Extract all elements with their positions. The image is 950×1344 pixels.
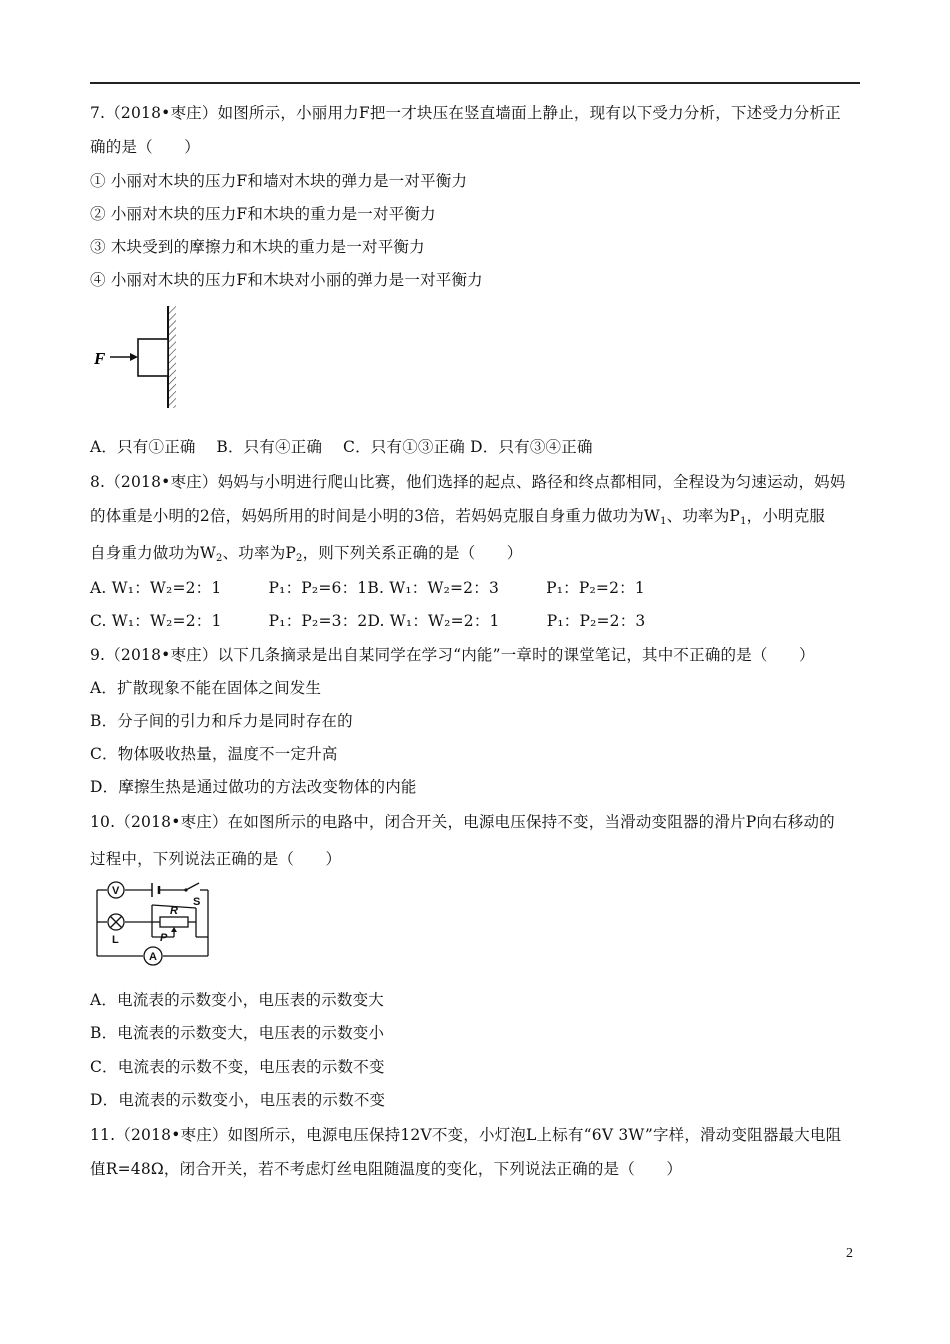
resistor-body — [160, 917, 188, 927]
q8-l2-text-c: ，小明克服 — [746, 507, 826, 525]
q7-statement-2: ② 小丽对木块的压力F和木块的重力是一对平衡力 — [90, 205, 436, 223]
q8-stem-line3 — [90, 543, 522, 563]
q7-stem-line2: 确的是（ ） — [90, 138, 200, 156]
q8-option-a: A. W₁：W₂=2：1 P₁：P₂=6：1 — [90, 579, 368, 597]
q8-l2-sub-1: 1 — [660, 516, 667, 527]
q8-l3-sub-2: 2 — [296, 553, 303, 564]
q8-options-ab — [90, 578, 645, 598]
q7-statement-3: ③ 木块受到的摩擦力和木块的重力是一对平衡力 — [90, 238, 425, 256]
lamp-label: L — [112, 934, 119, 946]
q9-option-c: C．物体吸收热量，温度不一定升高 — [90, 745, 338, 763]
q8-option-c: C. W₁：W₂=2：1 P₁：P₂=3：2 — [90, 612, 368, 630]
force-arrow-head — [130, 353, 138, 361]
q8-stem-line2 — [90, 506, 825, 526]
q8-option-d: D. W₁：W₂=2：1 P₁：P₂=2：3 — [367, 612, 646, 630]
q10-circuit-diagram — [92, 880, 216, 972]
switch-lever — [186, 883, 199, 890]
q7-options: A．只有①正确 B．只有④正确 C．只有①③正确 D．只有③④正确 — [90, 438, 593, 456]
q9-stem: 9.（2018•枣庄）以下几条摘录是出自某同学在学习“内能”一章时的课堂笔记，其中不正确的是（ ） — [90, 646, 815, 664]
q11-stem-line2: 值R=48Ω，闭合开关，若不考虑灯丝电阻随温度的变化，下列说法正确的是（ ） — [90, 1160, 683, 1178]
slider-label: P — [160, 932, 168, 944]
q8-l2-text-b: 、功率为P — [666, 507, 741, 525]
q10-option-a: A．电流表的示数变小，电压表的示数变大 — [90, 991, 384, 1009]
q9-option-a: A．扩散现象不能在固体之间发生 — [90, 679, 322, 697]
q8-l3-text-c: ，则下列关系正确的是（ ） — [302, 544, 523, 562]
q8-l3-sub-1: 2 — [216, 553, 223, 564]
q7-statement-4: ④ 小丽对木块的压力F和木块对小丽的弹力是一对平衡力 — [90, 271, 483, 289]
q7-figure-block-wall — [88, 302, 188, 414]
q10-option-d: D．电流表的示数变小，电压表的示数不变 — [90, 1091, 386, 1109]
q10-stem-line2: 过程中，下列说法正确的是（ ） — [90, 850, 342, 868]
switch-label: S — [193, 896, 201, 908]
q8-l3-text-a: 自身重力做功为W — [90, 544, 217, 562]
q7-stem-line1: 7.（2018•枣庄）如图所示，小丽用力F把一才块压在竖直墙面上静止，现有以下受力分析，下述受力分析正 — [90, 104, 841, 122]
q8-option-b: B. W₁：W₂=2：3 P₁：P₂=2：1 — [367, 579, 645, 597]
q11-stem-line1: 11.（2018•枣庄）如图所示，电源电压保持12V不变，小灯泡L上标有“6V 3W”字样，滑动变阻器最大电阻 — [90, 1126, 842, 1144]
wooden-block — [138, 339, 168, 376]
voltmeter-label: V — [112, 885, 120, 897]
q8-l2-text-a: 的体重是小明的2倍，妈妈所用的时间是小明的3倍，若妈妈克服自身重力做功为W — [90, 507, 661, 525]
slider-arrow — [171, 927, 177, 932]
q10-stem-line1: 10.（2018•枣庄）在如图所示的电路中，闭合开关，电源电压保持不变，当滑动变阻器的滑片P向右移动的 — [90, 813, 835, 831]
page-number: 2 — [846, 1246, 853, 1261]
switch-pivot — [184, 888, 187, 891]
q7-statement-1: ① 小丽对木块的压力F和墙对木块的弹力是一对平衡力 — [90, 172, 468, 190]
q8-stem-line1: 8.（2018•枣庄）妈妈与小明进行爬山比赛，他们选择的起点、路径和终点都相同，全程设为匀速运动，妈妈 — [90, 473, 846, 491]
q10-option-c: C．电流表的示数不变，电压表的示数不变 — [90, 1058, 385, 1076]
q9-option-d: D．摩擦生热是通过做功的方法改变物体的内能 — [90, 778, 417, 796]
ammeter-label: A — [149, 951, 157, 963]
wall-hatching — [168, 306, 176, 408]
q8-l3-text-b: 、功率为P — [222, 544, 297, 562]
resistor-label: R — [170, 905, 178, 917]
q8-l2-sub-2: 1 — [740, 516, 747, 527]
q10-option-b: B．电流表的示数变大，电压表的示数变小 — [90, 1024, 385, 1042]
q8-options-cd — [90, 611, 646, 631]
force-label-F: F — [94, 349, 106, 368]
q9-option-b: B．分子间的引力和斥力是同时存在的 — [90, 712, 353, 730]
header-rule — [90, 82, 860, 84]
